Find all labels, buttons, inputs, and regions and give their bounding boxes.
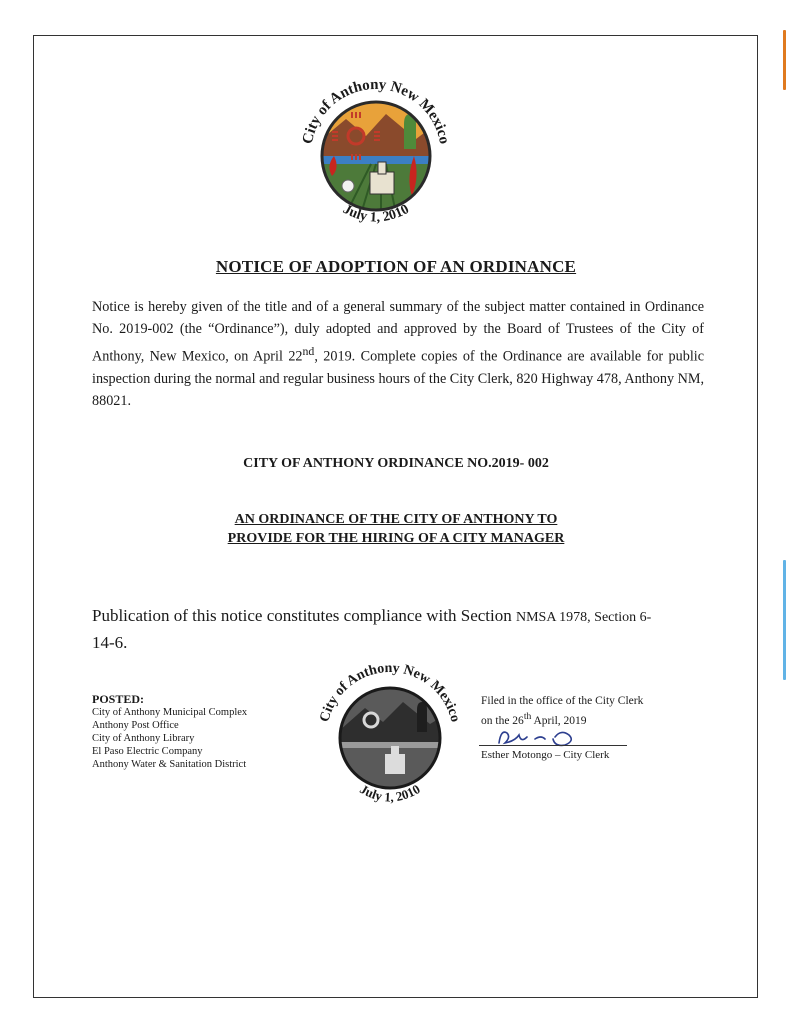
scan-edge-mark-orange <box>783 30 786 90</box>
intro-superscript: nd <box>302 344 315 358</box>
publication-text-small: NMSA 1978, Section 6- <box>515 610 652 625</box>
filed-date-sup: th <box>523 711 532 722</box>
cotton-plant <box>342 180 354 192</box>
publication-statement <box>92 603 712 655</box>
filed-notice <box>481 694 643 729</box>
ordinance-number: CITY OF ANTHONY ORDINANCE NO.2019- 002 <box>243 456 549 471</box>
posted-location: Anthony Post Office <box>92 720 179 731</box>
posted-location: City of Anthony Library <box>92 733 195 744</box>
ordinance-title <box>0 510 792 548</box>
intro-text-part1: Notice is hereby given of the title and of a general summary of the subject matter contained in Ordinance No. 2019-002 (the “Ordinance”), duly adopted and approved by the Board of Trustees of the City of Anthony, New Mexico, on April 22 <box>92 299 704 365</box>
church-building <box>370 172 394 194</box>
posted-heading-label: POSTED <box>92 692 141 706</box>
posted-location: Anthony Water & Sanitation District <box>92 759 247 770</box>
notice-title: NOTICE OF ADOPTION OF AN ORDINANCE <box>215 257 577 276</box>
posted-heading: POSTED: <box>92 692 145 706</box>
publication-text-main: Publication of this notice constitutes compliance with Section <box>92 606 516 625</box>
posted-location: El Paso Electric Company <box>92 746 203 757</box>
ordinance-title-line2: PROVIDE FOR THE HIRING OF A CITY MANAGER <box>227 531 565 546</box>
stamp-arc-text: City of Anthony New Mexico <box>317 660 463 724</box>
city-seal-stamp <box>305 650 475 820</box>
publication-text-end: 14-6. <box>92 633 128 652</box>
filed-date-prefix: on the 26 <box>481 714 524 727</box>
scan-edge-mark-blue <box>783 560 786 680</box>
city-seal-top <box>286 64 466 244</box>
filed-line1: Filed in the office of the City Clerk <box>481 695 644 707</box>
posted-locations <box>92 693 247 771</box>
clerk-name-title: Esther Motongo – City Clerk <box>481 749 610 761</box>
stamp-date: July 1, 2010 <box>357 781 423 805</box>
seal-top-arc-text: City of Anthony New Mexico <box>299 76 453 146</box>
intro-text-part2: , 2019. Complete copies of the Ordinance are available for public inspection during the normal and regular business hours of the City Clerk, 820 Highway 478, Anthony NM, 88021. <box>92 348 705 409</box>
posted-location: City of Anthony Municipal Complex <box>92 707 248 718</box>
signature-line <box>479 745 627 746</box>
filed-date-suffix: April, 2019 <box>531 714 587 727</box>
seal-top-date: July 1, 2010 <box>340 202 412 226</box>
notice-intro-paragraph <box>92 296 704 412</box>
ordinance-title-line1: AN ORDINANCE OF THE CITY OF ANTHONY TO <box>234 512 558 527</box>
